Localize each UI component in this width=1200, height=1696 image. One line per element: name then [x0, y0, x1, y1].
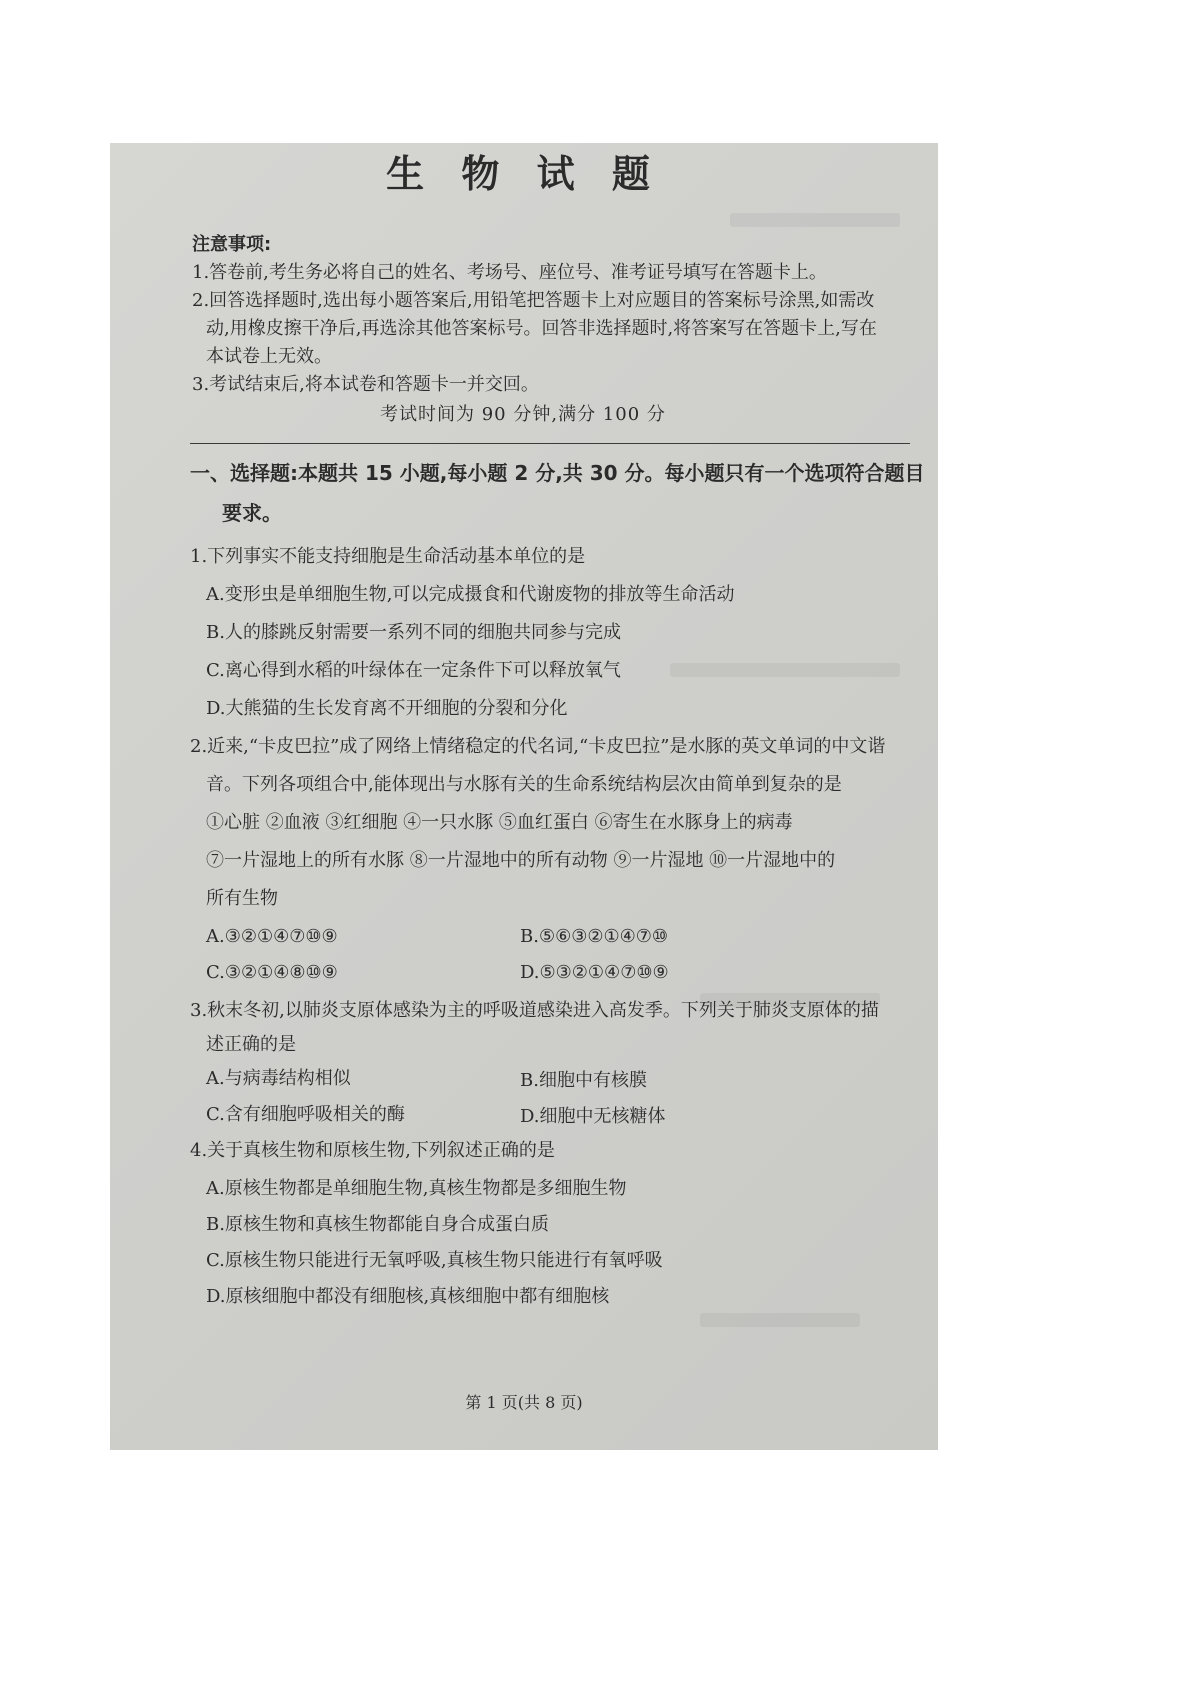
section-heading-continuation: 要求。	[222, 501, 282, 525]
question-stem: 述正确的是	[206, 1034, 296, 1055]
option-b: B.原核生物和真核生物都能自身合成蛋白质	[206, 1214, 549, 1235]
option-c: C.原核生物只能进行无氧呼吸,真核生物只能进行有氧呼吸	[206, 1250, 663, 1271]
option-b: B.细胞中有核膜	[520, 1070, 647, 1091]
option-a: A.③②①④⑦⑩⑨	[206, 926, 338, 947]
option-c: C.含有细胞呼吸相关的酶	[206, 1104, 405, 1125]
notice-heading: 注意事项:	[192, 234, 272, 255]
bleed-through-mark	[670, 663, 900, 677]
option-c: C.离心得到水稻的叶绿体在一定条件下可以释放氧气	[206, 660, 621, 681]
option-b: B.⑤⑥③②①④⑦⑩	[520, 926, 669, 947]
option-d: D.⑤③②①④⑦⑩⑨	[520, 962, 669, 983]
page-footer: 第 1 页(共 8 页)	[465, 1393, 583, 1412]
notice-item: 1.答卷前,考生务必将自己的姓名、考场号、座位号、准考证号填写在答题卡上。	[192, 262, 827, 283]
question-list: ①心脏 ②血液 ③红细胞 ④一只水豚 ⑤血红蛋白 ⑥寄生在水豚身上的病毒	[206, 812, 793, 833]
option-a: A.变形虫是单细胞生物,可以完成摄食和代谢废物的排放等生命活动	[206, 584, 735, 605]
notice-item: 本试卷上无效。	[206, 346, 332, 367]
option-a: A.与病毒结构相似	[206, 1068, 351, 1089]
section-heading: 一、选择题:本题共 15 小题,每小题 2 分,共 30 分。每小题只有一个选项符合题目	[190, 461, 925, 485]
question-list: ⑦一片湿地上的所有水豚 ⑧一片湿地中的所有动物 ⑨一片湿地 ⑩一片湿地中的	[206, 850, 836, 871]
option-d: D.细胞中无核糖体	[520, 1106, 666, 1127]
exam-info: 考试时间为 90 分钟,满分 100 分	[380, 404, 666, 425]
notice-item: 2.回答选择题时,选出每小题答案后,用铅笔把答题卡上对应题目的答案标号涂黑,如需改	[192, 290, 875, 311]
question-stem: 2.近来,“卡皮巴拉”成了网络上情绪稳定的代名词,“卡皮巴拉”是水豚的英文单词的中文谐	[190, 736, 886, 757]
option-b: B.人的膝跳反射需要一系列不同的细胞共同参与完成	[206, 622, 621, 643]
page-title: 生 物 试 题	[386, 152, 662, 196]
question-stem: 1.下列事实不能支持细胞是生命活动基本单位的是	[190, 546, 586, 567]
question-list: 所有生物	[206, 888, 278, 909]
option-d: D.原核细胞中都没有细胞核,真核细胞中都有细胞核	[206, 1286, 610, 1307]
bleed-through-mark	[700, 1313, 860, 1327]
question-stem: 音。下列各项组合中,能体现出与水豚有关的生命系统结构层次由简单到复杂的是	[206, 774, 842, 795]
option-d: D.大熊猫的生长发育离不开细胞的分裂和分化	[206, 698, 568, 719]
option-c: C.③②①④⑧⑩⑨	[206, 962, 338, 983]
divider-line	[190, 443, 910, 444]
question-stem: 3.秋末冬初,以肺炎支原体感染为主的呼吸道感染进入高发季。下列关于肺炎支原体的描	[190, 1000, 879, 1021]
question-stem: 4.关于真核生物和原核生物,下列叙述正确的是	[190, 1140, 555, 1161]
notice-item: 3.考试结束后,将本试卷和答题卡一并交回。	[192, 374, 539, 395]
scanned-exam-page	[110, 143, 938, 1450]
bleed-through-mark	[730, 213, 900, 227]
option-a: A.原核生物都是单细胞生物,真核生物都是多细胞生物	[206, 1178, 627, 1199]
notice-item: 动,用橡皮擦干净后,再选涂其他答案标号。回答非选择题时,将答案写在答题卡上,写在	[206, 318, 877, 339]
